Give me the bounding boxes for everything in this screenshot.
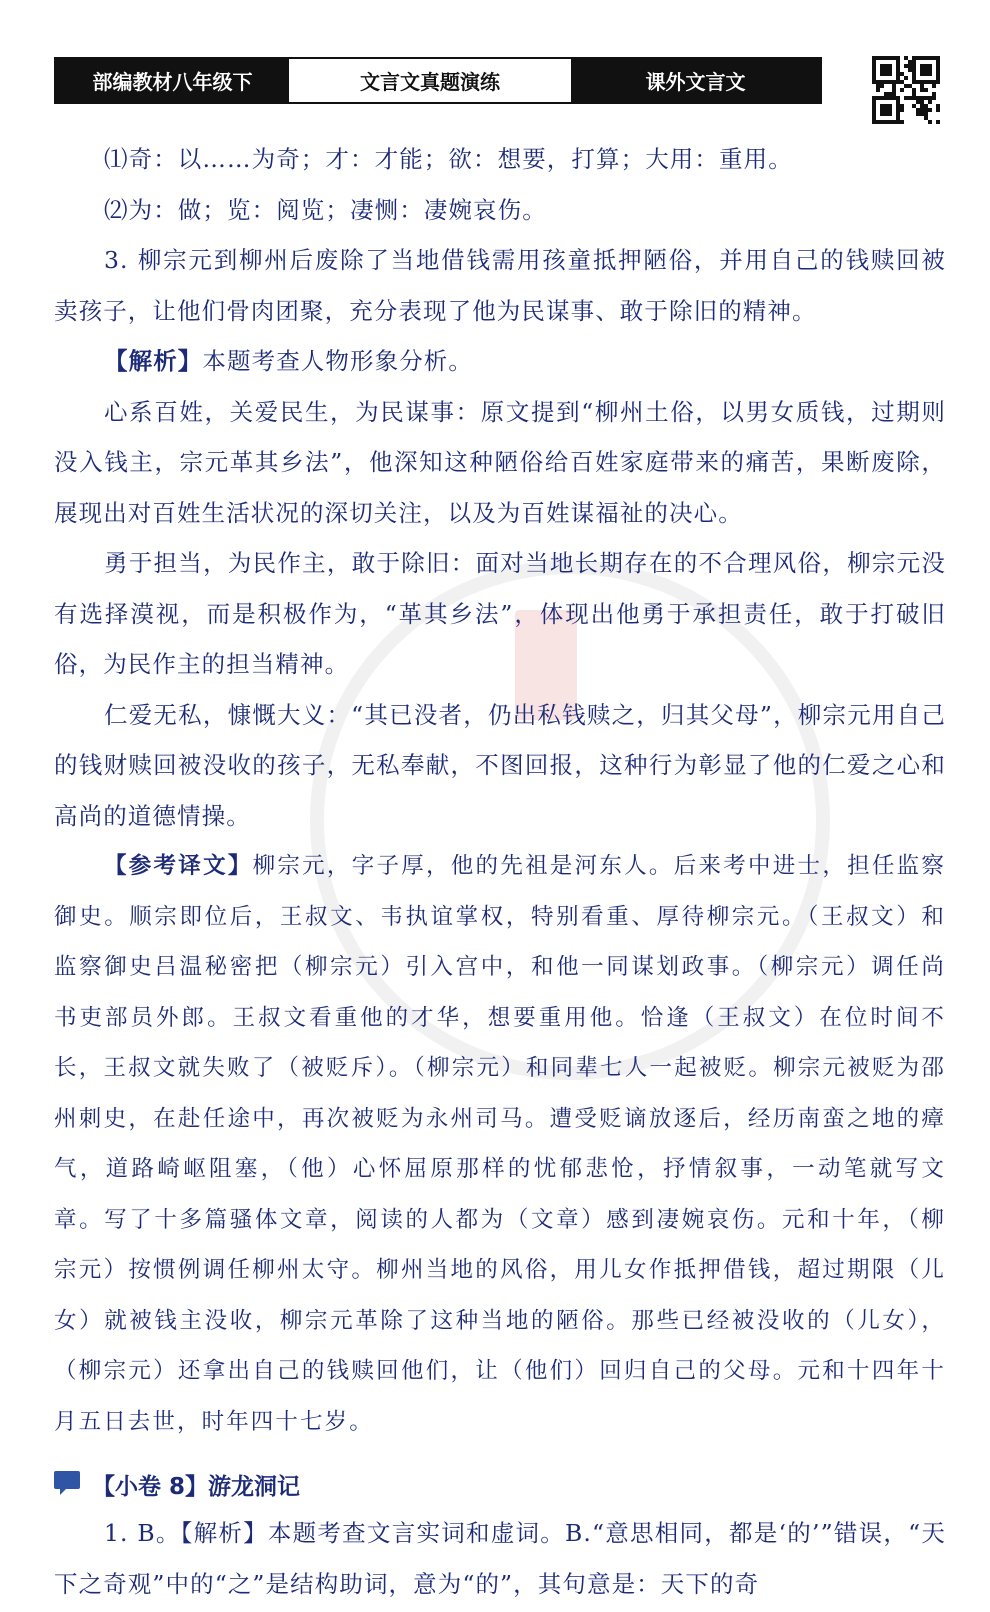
analysis-point-3: 仁爱无私，慷慨大义：“其已没者，仍出私钱赎之，归其父母”，柳宗元用自己的钱财赎回被没收的孩子，无私奉献，不图回报，这种行为彰显了他的仁爱之心和高尚的道德情操。 — [54, 700, 946, 830]
bottom-content — [54, 1508, 946, 1609]
chat-bubble-icon — [54, 1471, 82, 1497]
section-heading — [54, 1462, 300, 1506]
header-left: 部编教材八年级下 — [56, 59, 289, 102]
analysis-point-2: 勇于担当，为民作主，敢于除旧：面对当地长期存在的不合理风俗，柳宗元没有选择漠视，而是积极作为，“革其乡法”，体现出他勇于承担责任，敢于打破旧俗，为民作主的担当精神。 — [54, 549, 946, 678]
section-title: 【小卷 8】游龙洞记 — [92, 1473, 301, 1500]
answer-3: 3. 柳宗元到柳州后废除了当地借钱需用孩童抵押陋俗，并用自己的钱赎回被卖孩子，让他们骨肉团聚，充分表现了他为民谋事、敢于除旧的精神。 — [54, 246, 946, 325]
qr-code-icon[interactable] — [872, 56, 940, 124]
translation-tag: 【参考译文】 — [104, 853, 253, 879]
translation-paragraph — [54, 841, 946, 1447]
page-header — [54, 57, 822, 104]
analysis-text: 本题考查人物形象分析。 — [202, 347, 474, 375]
translation-text: 柳宗元，字子厚，他的先祖是河东人。后来考中进士，担任监察御史。顺宗即位后，王叔文、韦执谊掌权，特别看重、厚待柳宗元。（王叔文）和监察御史吕温秘密把（柳宗元）引入宫中，和他一同谋划政事。（柳宗元）调任尚书吏部员外郎。王叔文看重他的才华，想要重用他。恰逢（王叔文）在位时间不长，王叔文就失败了（被贬斥）。（柳宗元）和同辈七人一起被贬。柳宗元被贬为邵州刺史，在赴任途中，再次被贬为永州司马。遭受贬谪放逐后，经历南蛮之地的瘴气，道路崎岖阻塞，（他）心怀屈原那样的忧郁悲怆，抒情叙事，一动笔就写文章。写了十多篇骚体文章，阅读的人都为（文章）感到凄婉哀伤。元和十年，（柳宗元）按惯例调任柳州太守。柳州当地的风俗，用儿女作抵押借钱，超过期限（儿女）就被钱主没收，柳宗元革除了这种当地的陋俗。那些已经被没收的（儿女），（柳宗元）还拿出自己的钱赎回他们，让（他们）回归自己的父母。元和十四年十月五日去世，时年四十七岁。 — [54, 853, 946, 1435]
question-1-answer: 1. B。【解析】本题考查文言实词和虚词。B.“意思相同，都是‘的’”错误，“天下之奇观”中的“之”是结构助词，意为“的”，其句意是：天下的奇 — [54, 1519, 946, 1598]
analysis-line — [54, 336, 946, 387]
analysis-tag: 【解析】 — [104, 347, 203, 375]
answer-line-2: ⑵为：做；览：阅览；凄恻：凄婉哀伤。 — [104, 195, 547, 224]
answer-content — [54, 134, 946, 1447]
answer-line-1: ⑴奇：以……为奇；才：才能；欲：想要，打算；大用：重用。 — [104, 145, 793, 173]
header-right: 课外文言文 — [571, 59, 820, 102]
analysis-point-1: 心系百姓，关爱民生，为民谋事：原文提到“柳州土俗，以男女质钱，过期则没入钱主，宗元革其乡法”，他深知这种陋俗给百姓家庭带来的痛苦，果断废除，展现出对百姓生活状况的深切关注，以及为百姓谋福祉的决心。 — [54, 397, 946, 527]
header-center: 文言文真题演练 — [289, 59, 571, 102]
